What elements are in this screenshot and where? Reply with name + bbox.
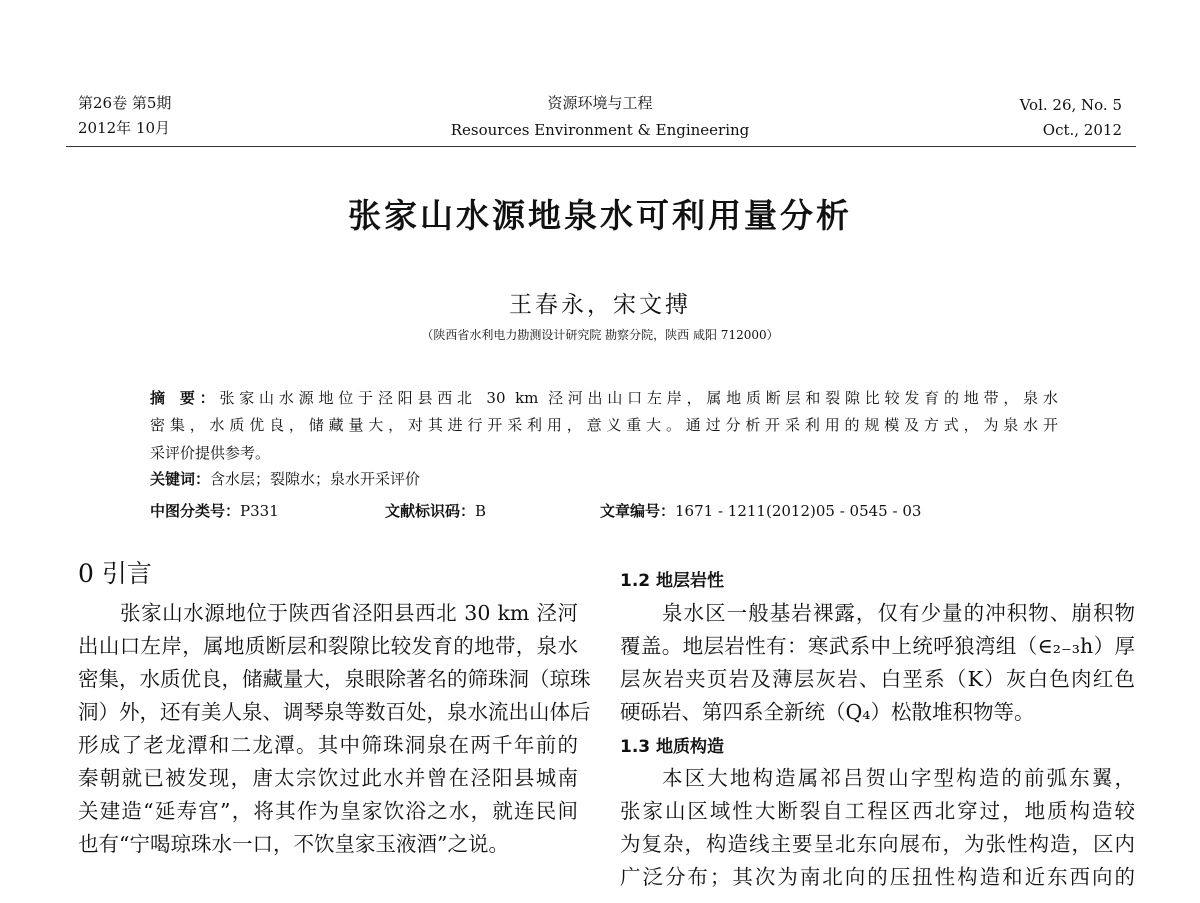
body-line: 出山口左岸，属地质断层和裂隙比较发育的地带，泉水 <box>78 634 578 658</box>
abstract-label: 摘 要： <box>150 389 220 407</box>
body-line: 关建造“延寿宫”，将其作为皇家饮浴之水，就连民间 <box>78 799 578 823</box>
affiliation: （陕西省水利电力勘测设计研究院 勘察分院，陕西 咸阳 712000） <box>421 328 779 342</box>
body-line: 硬砾岩、第四系全新统（Q₄）松散堆积物等。 <box>620 700 1035 724</box>
body-line: 密集，水质优良，储藏量大，泉眼除著名的筛珠洞（琼珠 <box>78 667 591 691</box>
body-line: 秦朝就已被发现，唐太宗饮过此水并曾在泾阳县城南 <box>78 766 578 790</box>
body-line: 层灰岩夹页岩及薄层灰岩、白垩系（K）灰白色肉红色 <box>620 667 1135 691</box>
authors: 王春永，宋文搏 <box>509 292 691 318</box>
section-heading-1-2: 1.2 地层岩性 <box>620 571 725 591</box>
doc-code: 文献标识码：B <box>385 502 487 520</box>
body-line: 洞）外，还有美人泉、调琴泉等数百处，泉水流出山体后 <box>78 700 591 724</box>
body-line: 本区大地构造属祁吕贺山字型构造的前弧东翼， <box>662 766 1135 790</box>
body-line: 张家山区域性大断裂自工程区西北穿过，地质构造较 <box>620 799 1135 823</box>
abstract-line: 密集，水质优良，储藏量大，对其进行开采利用，意义重大。通过分析开采利用的规模及方式，为泉水开 <box>150 416 1058 434</box>
body-line: 覆盖。地层岩性有：寒武系中上统呼狼湾组（∈₂₋₃h）厚 <box>620 634 1135 658</box>
body-line: 张家山水源地位于陕西省泾阳县西北 30 km 泾河 <box>120 601 578 625</box>
body-line: 泉水区一般基岩裸露，仅有少量的冲积物、崩积物 <box>662 601 1135 625</box>
vol-en: Vol. 26, No. 5 <box>1019 96 1122 114</box>
body-line: 也有“宁喝琼珠水一口，不饮皇家玉液酒”之说。 <box>78 832 509 856</box>
article-number: 文章编号：1671 - 1211(2012)05 - 0545 - 03 <box>600 502 922 520</box>
header-rule <box>66 146 1136 147</box>
date-cn: 2012年 10月 <box>78 119 171 137</box>
body-line: 为复杂，构造线主要呈北东向展布，为张性构造，区内 <box>620 832 1135 856</box>
journal-cn: 资源环境与工程 <box>547 94 653 112</box>
date-en: Oct., 2012 <box>1042 121 1122 139</box>
paper-title: 张家山水源地泉水可利用量分析 <box>348 196 852 235</box>
keywords: 关键词：含水层；裂隙水；泉水开采评价 <box>150 470 421 488</box>
section-heading-1-3: 1.3 地质构造 <box>620 737 725 757</box>
abstract-line: 采评价提供参考。 <box>150 444 271 462</box>
clc-number: 中图分类号：P331 <box>150 502 279 520</box>
journal-en: Resources Environment & Engineering <box>450 121 750 139</box>
body-line: 形成了老龙潭和二龙潭。其中筛珠洞泉在两千年前的 <box>78 733 578 757</box>
body-line: 广泛分布；其次为南北向的压扭性构造和近东西向的 <box>620 865 1135 889</box>
section-heading-intro: 0 引言 <box>78 559 152 588</box>
volume-issue: 第26卷 第5期 <box>78 94 172 112</box>
abstract-line: 摘 要：张家山水源地位于泾阳县西北 30 km 泾河出山口左岸，属地质断层和裂隙比较发育的地带，泉水 <box>150 389 1058 407</box>
